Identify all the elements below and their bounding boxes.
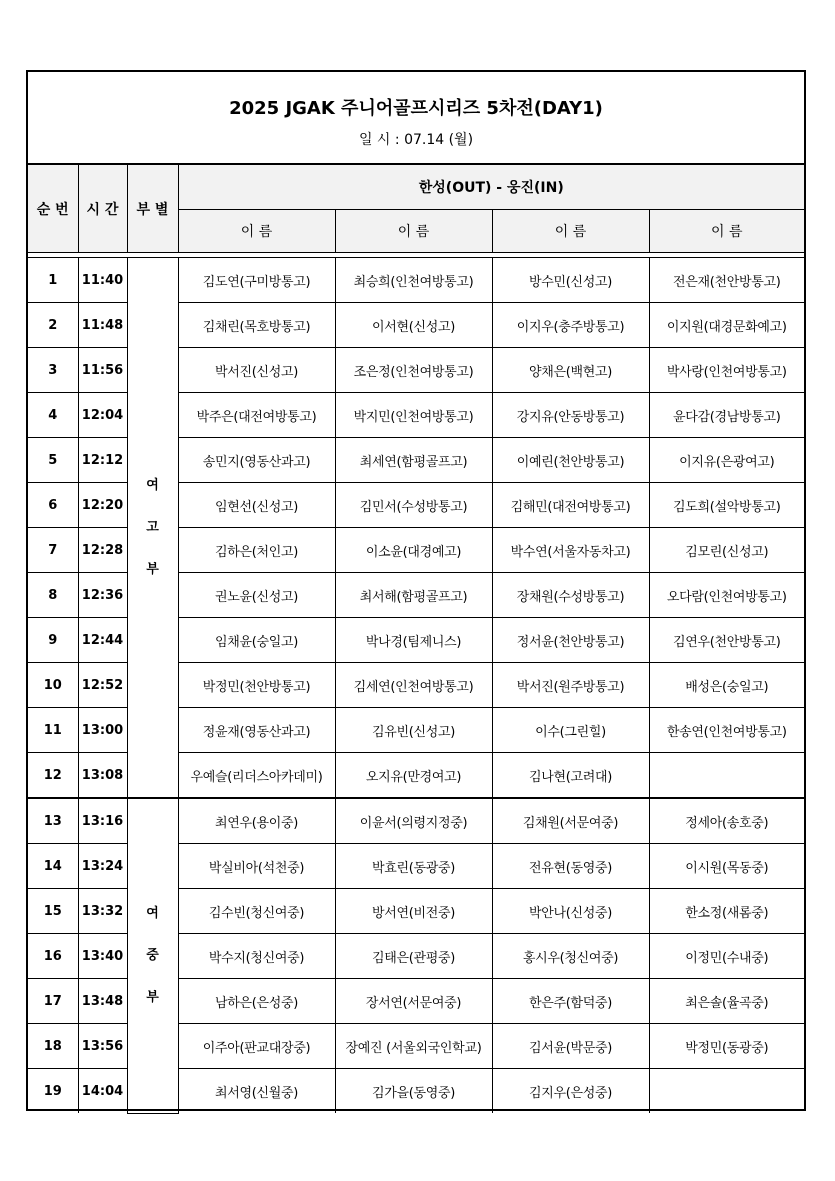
player-cell: 조은정(인천여방통고) bbox=[335, 348, 492, 393]
player-cell: 한소정(새롬중) bbox=[649, 889, 804, 934]
tee-time: 12:04 bbox=[78, 393, 127, 438]
tee-time: 13:40 bbox=[78, 934, 127, 979]
tee-time: 11:40 bbox=[78, 258, 127, 303]
player-cell: 남하은(은성중) bbox=[178, 979, 335, 1024]
player-cell: 박안나(신성중) bbox=[492, 889, 649, 934]
player-cell: 박나경(팀제니스) bbox=[335, 618, 492, 663]
event-date: 일 시 : 07.14 (월) bbox=[358, 132, 474, 148]
row-number: 14 bbox=[28, 844, 78, 889]
player-cell: 김도희(설악방통고) bbox=[649, 483, 804, 528]
player-cell: 정서윤(천안방통고) bbox=[492, 618, 649, 663]
player-cell: 이예린(천안방통고) bbox=[492, 438, 649, 483]
division-char: 여 bbox=[146, 905, 159, 921]
header-name: 이 름 bbox=[335, 210, 492, 253]
table-row bbox=[28, 258, 804, 303]
tee-time: 12:44 bbox=[78, 618, 127, 663]
player-cell: 김유빈(신성고) bbox=[335, 708, 492, 753]
player-cell: 이시원(목동중) bbox=[649, 844, 804, 889]
division-cell bbox=[127, 258, 178, 799]
header-order: 순 번 bbox=[28, 165, 78, 253]
tee-time: 13:56 bbox=[78, 1024, 127, 1069]
player-cell: 양채은(백현고) bbox=[492, 348, 649, 393]
row-number: 17 bbox=[28, 979, 78, 1024]
tee-time: 14:04 bbox=[78, 1069, 127, 1114]
row-number: 4 bbox=[28, 393, 78, 438]
player-cell: 임현선(신성고) bbox=[178, 483, 335, 528]
player-cell: 김가을(동영중) bbox=[335, 1069, 492, 1114]
player-cell: 박주은(대전여방통고) bbox=[178, 393, 335, 438]
player-cell: 홍시우(청신여중) bbox=[492, 934, 649, 979]
player-cell: 이지우(충주방통고) bbox=[492, 303, 649, 348]
header-name: 이 름 bbox=[178, 210, 335, 253]
header-division: 부 별 bbox=[127, 165, 178, 253]
player-cell: 최연우(용이중) bbox=[178, 798, 335, 844]
row-number: 1 bbox=[28, 258, 78, 303]
tee-time: 13:08 bbox=[78, 753, 127, 799]
player-cell: 오지유(만경여고) bbox=[335, 753, 492, 799]
player-cell: 김민서(수성방통고) bbox=[335, 483, 492, 528]
player-cell: 장예진 (서울외국인학교) bbox=[335, 1024, 492, 1069]
player-cell: 최서해(함평골프고) bbox=[335, 573, 492, 618]
player-cell: 김세연(인천여방통고) bbox=[335, 663, 492, 708]
division-char: 부 bbox=[146, 561, 159, 577]
player-cell: 박수지(청신여중) bbox=[178, 934, 335, 979]
tee-time: 13:16 bbox=[78, 798, 127, 844]
tee-time: 11:56 bbox=[78, 348, 127, 393]
row-number: 3 bbox=[28, 348, 78, 393]
player-cell: 김지우(은성중) bbox=[492, 1069, 649, 1114]
player-cell: 이소윤(대경예고) bbox=[335, 528, 492, 573]
tee-time: 12:36 bbox=[78, 573, 127, 618]
row-number: 6 bbox=[28, 483, 78, 528]
player-cell: 김서윤(박문중) bbox=[492, 1024, 649, 1069]
division-char: 여 bbox=[146, 477, 159, 493]
row-number: 18 bbox=[28, 1024, 78, 1069]
player-cell: 한은주(함덕중) bbox=[492, 979, 649, 1024]
tee-time: 12:20 bbox=[78, 483, 127, 528]
player-cell: 배성은(숭일고) bbox=[649, 663, 804, 708]
row-number: 9 bbox=[28, 618, 78, 663]
player-cell: 한송연(인천여방통고) bbox=[649, 708, 804, 753]
tee-time-table bbox=[28, 164, 804, 1114]
player-cell: 최승희(인천여방통고) bbox=[335, 258, 492, 303]
tee-time: 13:00 bbox=[78, 708, 127, 753]
tee-time: 13:48 bbox=[78, 979, 127, 1024]
player-cell: 박실비아(석천중) bbox=[178, 844, 335, 889]
player-cell: 강지유(안동방통고) bbox=[492, 393, 649, 438]
tee-time-sheet bbox=[26, 70, 806, 1111]
player-cell: 권노윤(신성고) bbox=[178, 573, 335, 618]
division-char: 부 bbox=[146, 989, 159, 1005]
header-name: 이 름 bbox=[649, 210, 804, 253]
player-cell: 최세연(함평골프고) bbox=[335, 438, 492, 483]
player-cell: 우예슬(리더스아카데미) bbox=[178, 753, 335, 799]
player-cell: 방수민(신성고) bbox=[492, 258, 649, 303]
header-time: 시 간 bbox=[78, 165, 127, 253]
header-name: 이 름 bbox=[492, 210, 649, 253]
tee-time: 13:32 bbox=[78, 889, 127, 934]
player-cell: 이지원(대경문화예고) bbox=[649, 303, 804, 348]
title-box bbox=[28, 72, 804, 164]
tee-time: 12:52 bbox=[78, 663, 127, 708]
tee-time: 12:12 bbox=[78, 438, 127, 483]
tee-time: 11:48 bbox=[78, 303, 127, 348]
player-cell: 임채윤(숭일고) bbox=[178, 618, 335, 663]
player-cell: 최서영(신월중) bbox=[178, 1069, 335, 1114]
table-row bbox=[28, 798, 804, 844]
player-cell: 이수(그린힐) bbox=[492, 708, 649, 753]
row-number: 5 bbox=[28, 438, 78, 483]
page-title: 2025 JGAK 주니어골프시리즈 5차전(DAY1) bbox=[229, 98, 603, 119]
row-number: 15 bbox=[28, 889, 78, 934]
player-cell: 김모린(신성고) bbox=[649, 528, 804, 573]
player-cell: 박정민(동광중) bbox=[649, 1024, 804, 1069]
player-cell: 김해민(대전여방통고) bbox=[492, 483, 649, 528]
row-number: 19 bbox=[28, 1069, 78, 1114]
player-cell: 김수빈(청신여중) bbox=[178, 889, 335, 934]
player-cell: 이주아(판교대장중) bbox=[178, 1024, 335, 1069]
player-cell: 이서현(신성고) bbox=[335, 303, 492, 348]
player-cell: 전유현(동영중) bbox=[492, 844, 649, 889]
row-number: 7 bbox=[28, 528, 78, 573]
player-cell: 오다람(인천여방통고) bbox=[649, 573, 804, 618]
player-cell: 김연우(천안방통고) bbox=[649, 618, 804, 663]
player-cell: 박서진(신성고) bbox=[178, 348, 335, 393]
player-cell: 이정민(수내중) bbox=[649, 934, 804, 979]
tee-time: 13:24 bbox=[78, 844, 127, 889]
player-cell: 윤다감(경남방통고) bbox=[649, 393, 804, 438]
player-cell: 전은재(천안방통고) bbox=[649, 258, 804, 303]
player-cell: 김채원(서문여중) bbox=[492, 798, 649, 844]
player-cell: 박서진(원주방통고) bbox=[492, 663, 649, 708]
player-cell bbox=[649, 1069, 804, 1114]
player-cell: 이지유(은광여고) bbox=[649, 438, 804, 483]
row-number: 8 bbox=[28, 573, 78, 618]
player-cell: 장채원(수성방통고) bbox=[492, 573, 649, 618]
division-cell bbox=[127, 798, 178, 1113]
player-cell: 김채린(목호방통고) bbox=[178, 303, 335, 348]
row-number: 12 bbox=[28, 753, 78, 799]
row-number: 13 bbox=[28, 798, 78, 844]
player-cell: 정윤재(영동산과고) bbox=[178, 708, 335, 753]
player-cell: 정세아(송호중) bbox=[649, 798, 804, 844]
player-cell: 방서연(비전중) bbox=[335, 889, 492, 934]
player-cell: 김태은(관평중) bbox=[335, 934, 492, 979]
player-cell: 박정민(천안방통고) bbox=[178, 663, 335, 708]
row-number: 11 bbox=[28, 708, 78, 753]
division-char: 중 bbox=[146, 947, 159, 963]
player-cell: 박사랑(인천여방통고) bbox=[649, 348, 804, 393]
player-cell: 김도연(구미방통고) bbox=[178, 258, 335, 303]
player-cell: 김하은(처인고) bbox=[178, 528, 335, 573]
tee-time: 12:28 bbox=[78, 528, 127, 573]
header-course: 한성(OUT) - 웅진(IN) bbox=[178, 165, 804, 210]
row-number: 16 bbox=[28, 934, 78, 979]
player-cell: 최은솔(율곡중) bbox=[649, 979, 804, 1024]
row-number: 10 bbox=[28, 663, 78, 708]
player-cell: 김나현(고려대) bbox=[492, 753, 649, 799]
division-char: 고 bbox=[146, 519, 159, 535]
row-number: 2 bbox=[28, 303, 78, 348]
player-cell: 장서연(서문여중) bbox=[335, 979, 492, 1024]
player-cell: 박수연(서울자동차고) bbox=[492, 528, 649, 573]
player-cell: 이윤서(의령지정중) bbox=[335, 798, 492, 844]
player-cell bbox=[649, 753, 804, 799]
player-cell: 송민지(영동산과고) bbox=[178, 438, 335, 483]
player-cell: 박지민(인천여방통고) bbox=[335, 393, 492, 438]
player-cell: 박효린(동광중) bbox=[335, 844, 492, 889]
